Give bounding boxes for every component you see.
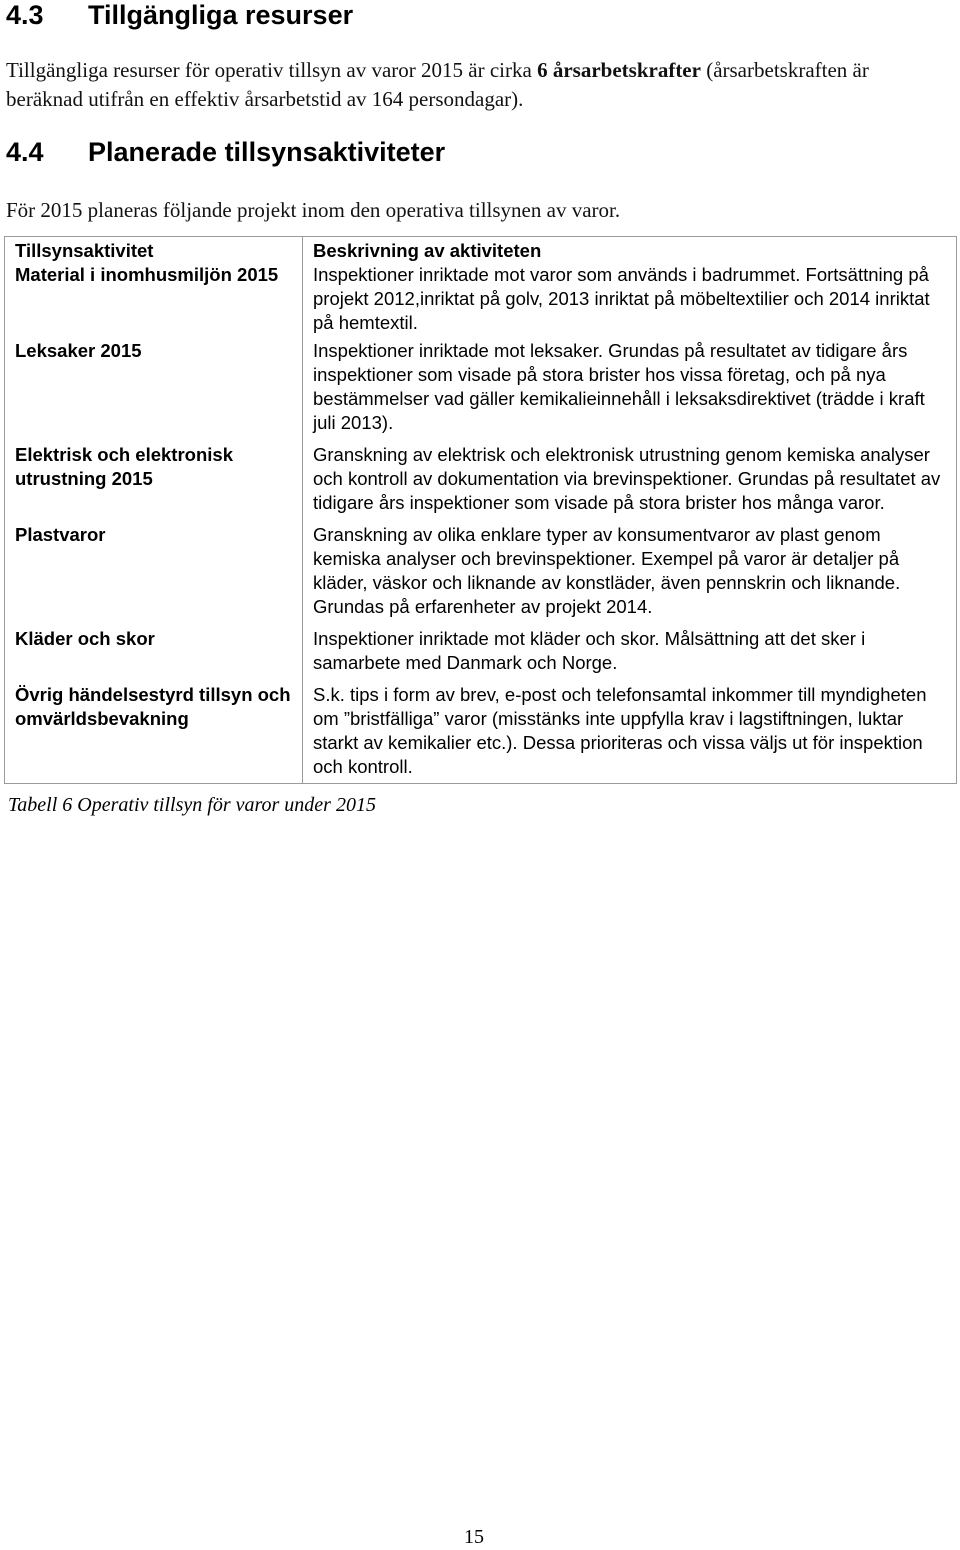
activity-cell: [5, 263, 303, 339]
table-row: [5, 263, 957, 339]
activity-name: Leksaker 2015: [15, 340, 142, 361]
table-row: [5, 523, 957, 627]
activity-cell: [5, 339, 303, 443]
activity-description: Granskning av elektrisk och elektronisk utrustning genom kemiska analyser och kontroll av dokumentation via brevinspektioner. Grundas på resultatet av tidigare års inspektioner som visade på stora brister hos många varor.: [313, 444, 941, 513]
description-cell: [303, 523, 957, 627]
description-cell: [303, 443, 957, 523]
header-description-label: Beskrivning av aktiviteten: [313, 240, 542, 261]
header-description: [303, 237, 957, 264]
table-row: [5, 627, 957, 683]
table-header-row: [5, 237, 957, 264]
activity-description: Granskning av olika enklare typer av konsumentvaror av plast genom kemiska analyser och brevinspektioner. Exempel på varor är detaljer på kläder, väskor och liknande av konstläder, även pennskrin och liknande. Grundas på erfarenheter av projekt 2014.: [313, 524, 901, 617]
section-title: Planerade tillsynsaktiviteter: [88, 137, 446, 167]
activity-cell: [5, 627, 303, 683]
activity-cell: [5, 523, 303, 627]
table-row: [5, 339, 957, 443]
section-number: 4.3: [6, 0, 44, 30]
section-number: 4.4: [6, 137, 44, 167]
resources-paragraph: [6, 56, 946, 114]
activity-name: Material i inomhusmiljön 2015: [15, 264, 279, 285]
header-activity: [5, 237, 303, 264]
table-row: [5, 683, 957, 784]
activity-name: Kläder och skor: [15, 628, 155, 649]
paragraph-text: Tillgängliga resurser för operativ tillsyn av varor 2015 är cirka: [6, 58, 538, 82]
activity-description: Inspektioner inriktade mot leksaker. Grundas på resultatet av tidigare års inspektioner som visade på stora brister hos vissa företag, och på nya bestämmelser vad gäller kemikalieinnehåll i leksaksdirektivet (trädde i kraft juli 2013).: [313, 340, 925, 433]
activity-description: Inspektioner inriktade mot varor som används i badrummet. Fortsättning på projekt 2012,inriktat på golv, 2013 inriktat på möbeltextilier och 2014 inriktat på hemtextil.: [313, 264, 930, 333]
section-heading-4-4: [6, 137, 445, 168]
activities-table: [4, 236, 957, 784]
description-cell: [303, 339, 957, 443]
paragraph-emphasis: 6 årsarbetskrafter: [537, 58, 701, 82]
header-activity-label: Tillsynsaktivitet: [15, 240, 154, 261]
activity-name: Plastvaror: [15, 524, 106, 545]
section-heading-4-3: [6, 0, 353, 31]
description-cell: [303, 263, 957, 339]
activity-cell: [5, 683, 303, 784]
section-title: Tillgängliga resurser: [88, 0, 354, 30]
page-number: 15: [464, 1526, 484, 1548]
description-cell: [303, 627, 957, 683]
activity-name: Övrig händelsestyrd tillsyn och omvärldsbevakning: [15, 684, 291, 729]
table-row: [5, 443, 957, 523]
activity-name: Elektrisk och elektronisk utrustning 2015: [15, 444, 233, 489]
description-cell: [303, 683, 957, 784]
paragraph-text: (årsarbetskraften är beräknad utifrån en effektiv årsarbetstid av 164 persondagar).: [6, 58, 869, 111]
table-caption: Tabell 6 Operativ tillsyn för varor under 2015: [8, 794, 376, 816]
activity-cell: [5, 443, 303, 523]
activities-intro-paragraph: För 2015 planeras följande projekt inom den operativa tillsynen av varor.: [6, 198, 621, 222]
activity-description: S.k. tips i form av brev, e-post och telefonsamtal inkommer till myndigheten om ”bristfälliga” varor (misstänks inte uppfylla krav i lagstiftningen, luktar starkt av kemikalier etc.). Dessa prioriteras och vissa väljs ut för inspektion och kontroll.: [313, 684, 927, 777]
activity-description: Inspektioner inriktade mot kläder och skor. Målsättning att det sker i samarbete med Danmark och Norge.: [313, 628, 866, 673]
